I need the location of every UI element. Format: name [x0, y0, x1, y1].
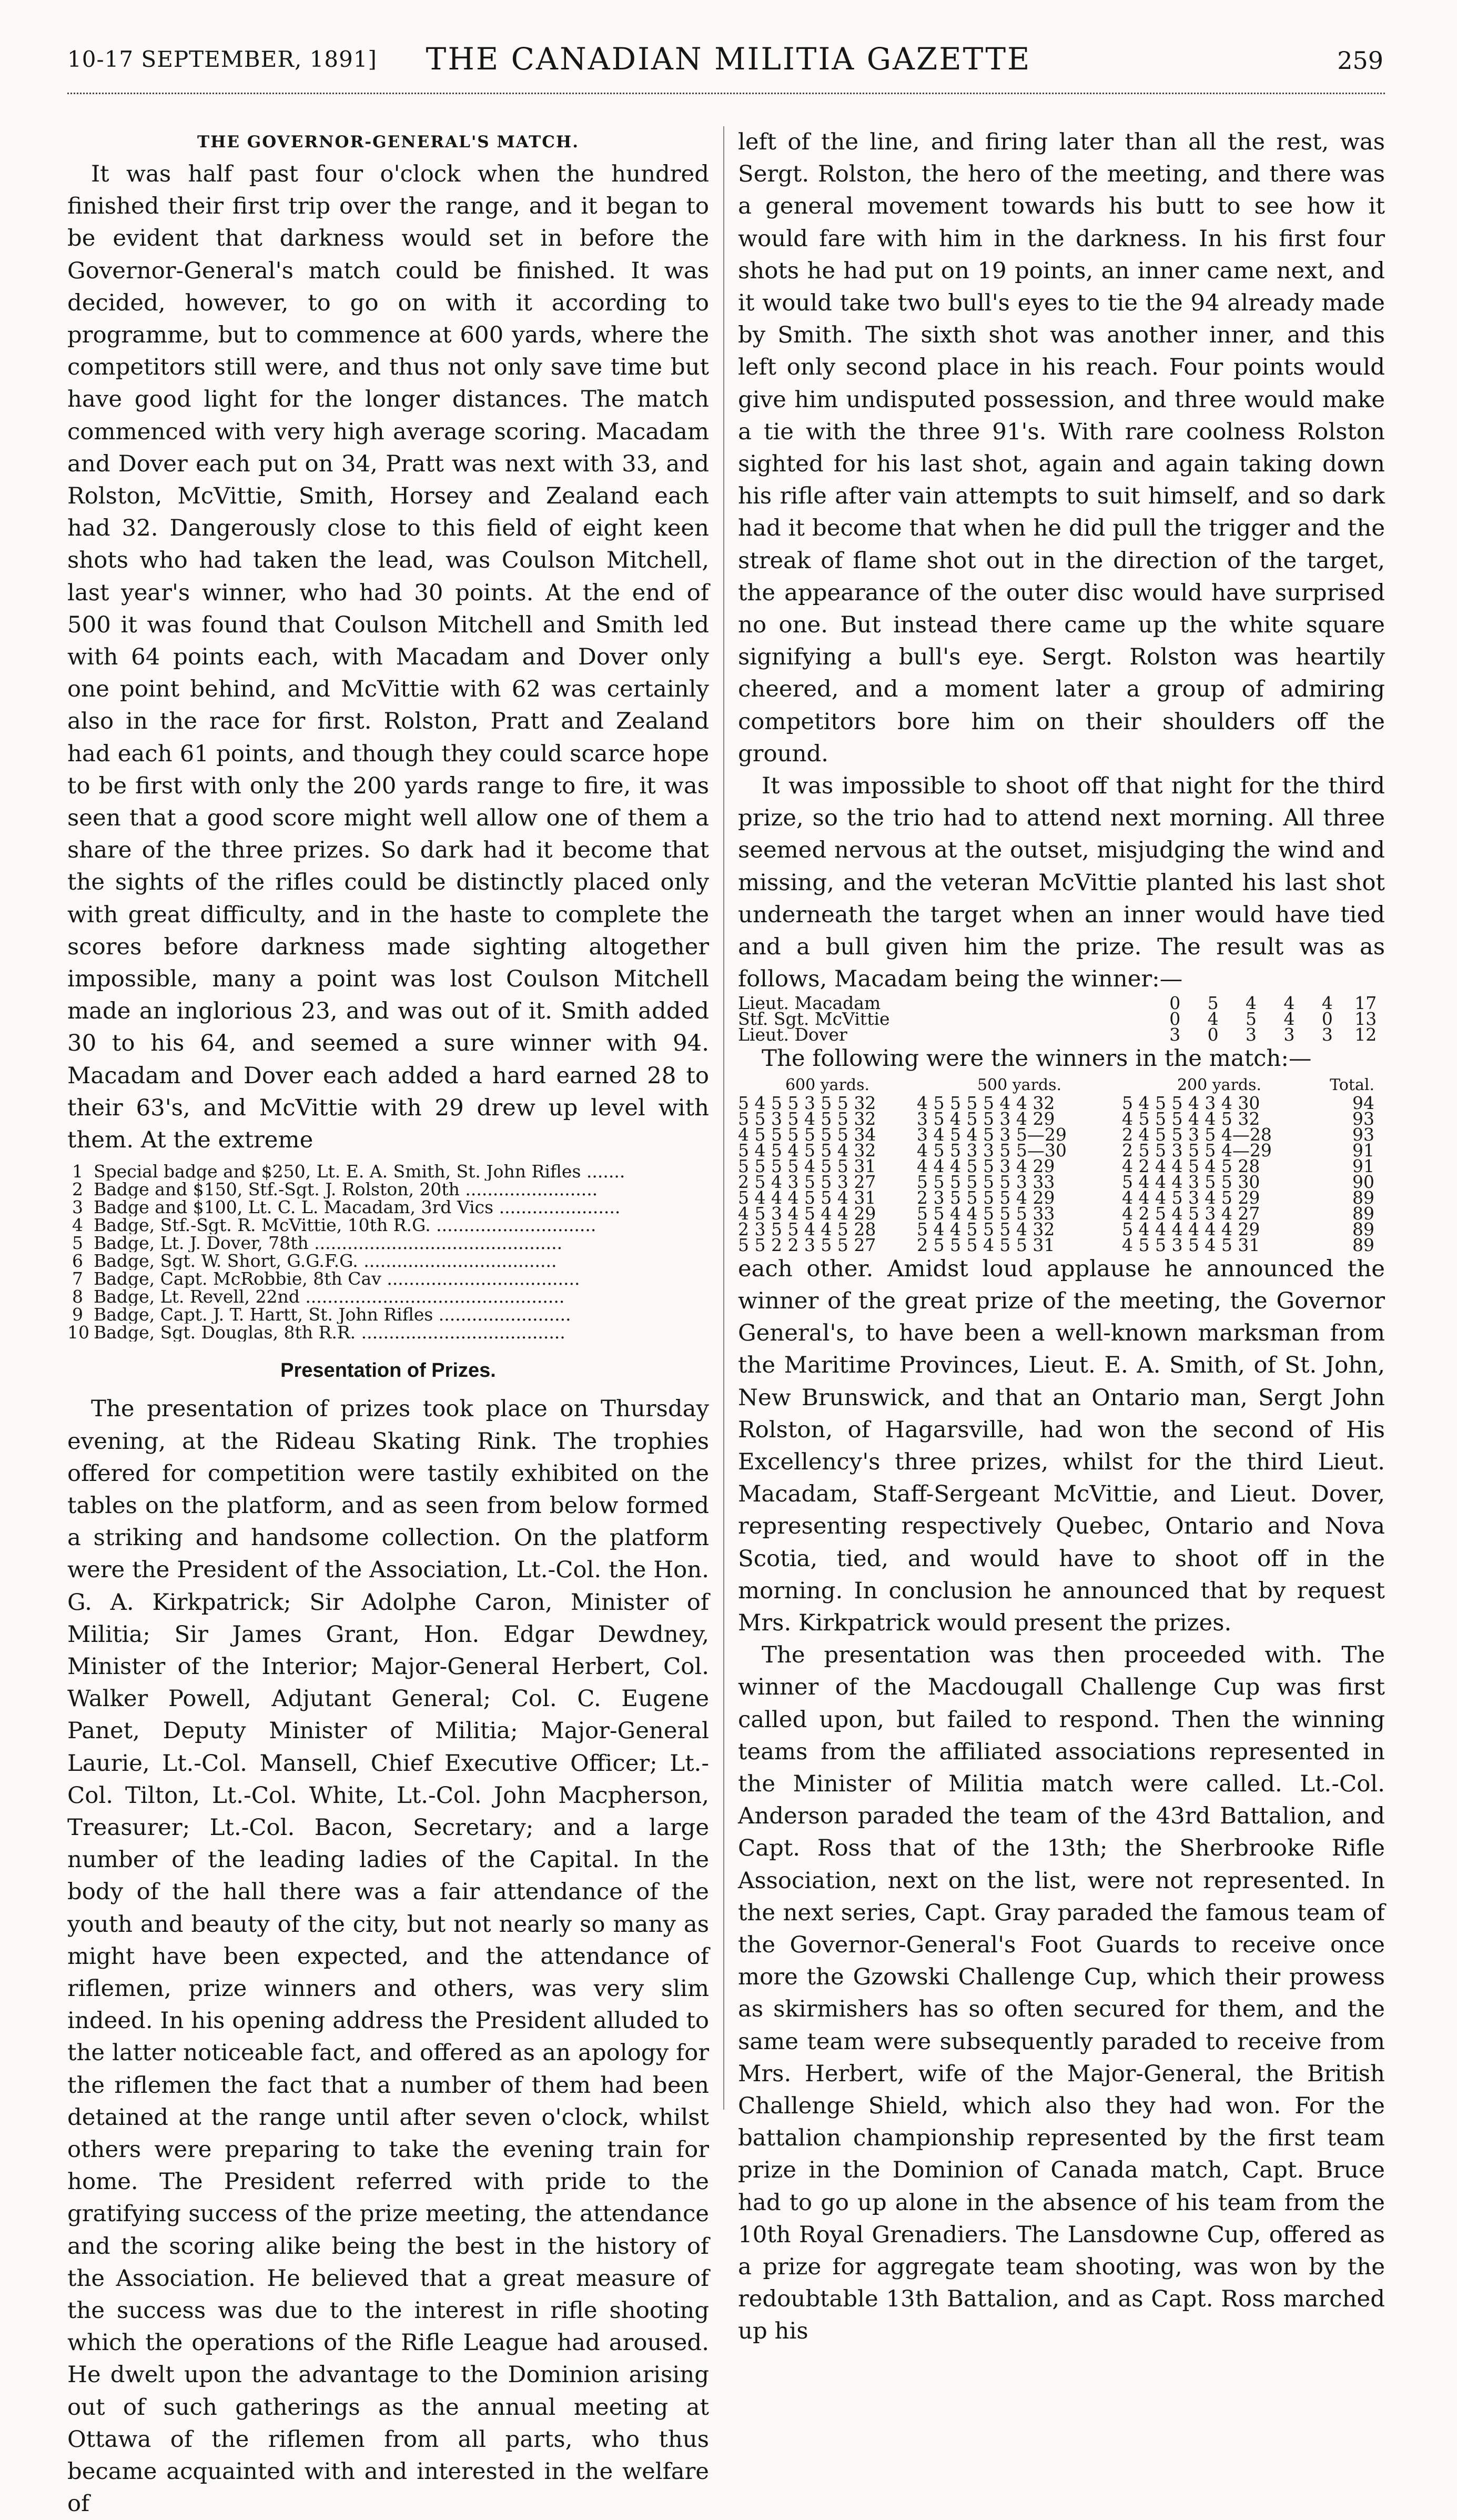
prize-item: 2 Badge and $150, Stf.-Sgt. J. Rolston, 20th ........................ — [72, 1181, 598, 1199]
column-divider — [723, 126, 724, 2110]
shootoff-table — [738, 995, 1385, 1043]
prize-item: 4 Badge, Stf.-Sgt. R. McVittie, 10th R.G. ............................. — [72, 1216, 596, 1235]
presentation-proceed-paragraph: The presentation was then proceeded with. The winner of the Macdougall Challenge Cup was first called upon, but failed to respond. Then the winning teams from the affiliated associations represented in the Minister of Militia match were called. Lt.-Col. Anderson paraded the team of the 43rd Battalion, and Capt. Ross that of the 13th; the Sherbrooke Rifle Association, next on the list, were not represented. In the next series, Capt. Gray paraded the famous team of the Governor-General's Foot Guards to receive once more the Gzowski Challenge Cup, which their prowess as skirmishers has so often secured for them, and the same team were subsequently paraded to receive from Mrs. Herbert, wife of the Major-General, the British Challenge Shield, which also they had won. For the battalion championship represented by the first team prize in the Dominion of Canada match, Capt. Bruce had to go up alone in the absence of his team from the 10th Royal Grenadiers. The Lansdowne Cup, offered as a prize for aggregate team shooting, was won by the redoubtable 13th Battalion, and as Capt. Ross marched up his — [738, 1642, 1385, 2345]
table-header-row: 600 yards. 500 yards. 200 yards. Total. — [785, 1075, 1374, 1094]
masthead-title: THE CANADIAN MILITIA GAZETTE — [426, 41, 1031, 77]
left-column — [67, 126, 709, 2520]
winners-intro: The following were the winners in the match:— — [762, 1045, 1312, 1072]
table-row: 5 4 4 4 5 5 4 31 2 3 5 5 5 5 4 29 4 4 4 5 3 4 5 29 89 — [738, 1187, 1374, 1208]
table-row: Lieut. Dover 3 0 3 3 3 12 — [738, 1024, 1377, 1045]
table-row: 5 5 2 2 3 5 5 27 2 5 5 5 4 5 5 31 4 5 5 3 5 4 5 31 89 — [738, 1234, 1374, 1255]
page-number: 259 — [1337, 46, 1383, 75]
table-row: 4 5 5 5 5 5 5 34 3 4 5 4 5 3 5—29 2 4 5 5 3 5 4—28 93 — [738, 1124, 1374, 1145]
table-row: 5 4 5 5 3 5 5 32 4 5 5 5 5 4 4 32 5 4 5 5 4 3 4 30 94 — [738, 1092, 1374, 1113]
table-row: 2 5 4 3 5 5 3 27 5 5 5 5 5 5 3 33 5 4 4 4 3 5 5 30 90 — [738, 1171, 1374, 1192]
table-row: 4 5 3 4 5 4 4 29 5 5 4 4 5 5 5 33 4 2 5 4 5 3 4 27 89 — [738, 1203, 1374, 1224]
match-heading: THE GOVERNOR-GENERAL'S MATCH. — [197, 133, 579, 152]
prize-item: 9 Badge, Capt. J. T. Hartt, St. John Rifles ........................ — [72, 1306, 571, 1324]
prize-item: 3 Badge and $100, Lt. C. L. Macadam, 3rd Vics ...................... — [72, 1198, 621, 1217]
table-row: 5 5 3 5 4 5 5 32 3 5 4 5 5 3 4 29 4 5 5 5 4 4 5 32 93 — [738, 1108, 1374, 1129]
prize-item: 7 Badge, Capt. McRobbie, 8th Cav ................................... — [72, 1270, 580, 1288]
right-column — [738, 126, 1385, 2348]
winners-table — [738, 1075, 1374, 1253]
table-row: Stf. Sgt. McVittie 0 4 5 4 0 13 — [738, 1009, 1377, 1030]
table-row: 5 5 5 5 4 5 5 31 4 4 4 5 5 3 4 29 4 2 4 4 5 4 5 28 91 — [738, 1155, 1374, 1176]
shootoff-paragraph: It was impossible to shoot off that night for the third prize, so the trio had to attend next morning. All three seemed nervous at the outset, misjudging the wind and missing, and the veteran McVittie planted his last shot underneath the target when an inner would have tied and a bull given him the prize. The result was as follows, Macadam being the winner:— — [738, 773, 1385, 993]
table-row: 5 4 5 4 5 5 4 32 4 5 5 3 3 5 5—30 2 5 5 3 5 5 4—29 91 — [738, 1140, 1374, 1161]
prize-list — [67, 1163, 709, 1342]
presentation-heading: Presentation of Prizes. — [280, 1359, 496, 1382]
rolston-paragraph: left of the line, and firing later than all the rest, was Sergt. Rolston, the hero of the meeting, and there was a general movement towards his butt to see how it would fare with him in the darkness. In his first four shots he had put on 19 points, an inner came next, and it would take two bull's eyes to tie the 94 already made by Smith. The sixth shot was another inner, and this left only second place in his reach. Four points would give him undisputed possession, and three would make a tie with the three 91's. With rare coolness Rolston sighted for his last shot, again and again taking down his rifle after vain attempts to suit himself, and so dark had it become that when he did pull the trigger and the streak of flame shot out in the direction of the target, the appearance of the outer disc would have surprised no one. But instead there came up the white square signifying a bull's eye. Sergt. Rolston was heartily cheered, and a moment later a group of admiring competitors bore him on their shoulders off the ground. — [738, 129, 1385, 767]
header-rule — [67, 93, 1385, 94]
table-row: 2 3 5 5 4 4 5 28 5 4 4 5 5 5 4 32 5 4 4 4 4 4 4 29 89 — [738, 1218, 1374, 1239]
header-date: 10-17 SEPTEMBER, 1891] — [67, 46, 377, 72]
prize-item: 10 Badge, Sgt. Douglas, 8th R.R. ..................................... — [67, 1324, 565, 1342]
prize-item: 1 Special badge and $250, Lt. E. A. Smith, St. John Rifles ....... — [72, 1163, 625, 1181]
announcement-paragraph: each other. Amidst loud applause he announced the winner of the great prize of the meeting, the Governor General's, to have been a well-known marksman from the Maritime Provinces, Lieut. E. A. Smith, of St. John, New Brunswick, and that an Ontario man, Sergt John Rolston, of Hagarsville, had won the second of His Excellency's three prizes, whilst for the third Lieut. Macadam, Staff-Sergeant McVittie, and Lieut. Dover, representing respectively Quebec, Ontario and Nova Scotia, tied, and would have to shoot off in the morning. In conclusion he announced that by request Mrs. Kirkpatrick would present the prizes. — [738, 1255, 1385, 1636]
prize-item: 5 Badge, Lt. J. Dover, 78th ............................................. — [72, 1234, 563, 1253]
prize-item: 6 Badge, Sgt. W. Short, G.G.F.G. ................................... — [72, 1252, 557, 1271]
presentation-paragraph: The presentation of prizes took place on Thursday evening, at the Rideau Skating Rink. The trophies offered for competition were tastily exhibited on the tables on the platform, and as seen from below formed a striking and handsome collection. On the platform were the President of the Association, Lt.-Col. the Hon. G. A. Kirkpatrick; Sir Adolphe Caron, Minister of Militia; Sir James Grant, Hon. Edgar Dewdney, Minister of the Interior; Major-General Herbert, Col. Walker Powell, Adjutant General; Col. C. Eugene Panet, Deputy Minister of Militia; Major-General Laurie, Lt.-Col. Mansell, Chief Executive Officer; Lt.-Col. Tilton, Lt.-Col. White, Lt.-Col. John Macpherson, Treasurer; Lt.-Col. Bacon, Secretary; and a large number of the leading ladies of the Capital. In the body of the hall there was a fair attendance of the youth and beauty of the city, but not nearly so many as might have been expected, and the attendance of riflemen, prize winners and others, was very slim indeed. In his opening address the President alluded to the latter noticeable fact, and offered as an apology for the riflemen the fact that a number of them had been detained at the range until after seven o'clock, whilst others were preparing to take the evening train for home. The President referred with pride to the gratifying success of the prize meeting, the attendance and the scoring alike being the best in the history of the Association. He believed that a great measure of the success was due to the interest in rifle shooting which the operations of the Rifle League had aroused. He dwelt upon the advantage to the Dominion arising out of such gatherings as the annual meeting at Ottawa of the riflemen from all parts, who thus became acquainted with and interested in the welfare of — [67, 1396, 709, 2517]
match-paragraph: It was half past four o'clock when the hundred finished their first trip over the range, and it began to be evident that darkness would set in before the Governor-General's match could be finished. It was decided, however, to go on with it according to programme, but to commence at 600 yards, where the competitors still were, and thus not only save time but have good light for the longer distances. The match commenced with very high average scoring. Macadam and Dover each put on 34, Pratt was next with 33, and Rolston, McVittie, Smith, Horsey and Zealand each had 32. Dangerously close to this field of eight keen shots who had taken the lead, was Coulson Mitchell, last year's winner, who had 30 points. At the end of 500 it was found that Coulson Mitchell and Smith led with 64 points each, with Macadam and Dover only one point behind, and McVittie with 62 was certainly also in the race for first. Rolston, Pratt and Zealand had each 61 points, and though they could scarce hope to be first with only the 200 yards range to fire, it was seen that a good score might well allow one of them a share of the three prizes. So dark had it become that the sights of the rifles could be distinctly placed only with great difficulty, and in the haste to complete the scores before darkness made sighting altogether impossible, many a point was lost Coulson Mitchell made an inglorious 23, and was out of it. Smith added 30 to his 64, and seemed a sure winner with 94. Macadam and Dover each added a hard earned 28 to their 63's, and McVittie with 29 drew up level with them. At the extreme — [67, 161, 709, 1154]
table-row: Lieut. Macadam 0 5 4 4 4 17 — [738, 993, 1377, 1014]
prize-item: 8 Badge, Lt. Revell, 22nd ............................................... — [72, 1288, 565, 1306]
